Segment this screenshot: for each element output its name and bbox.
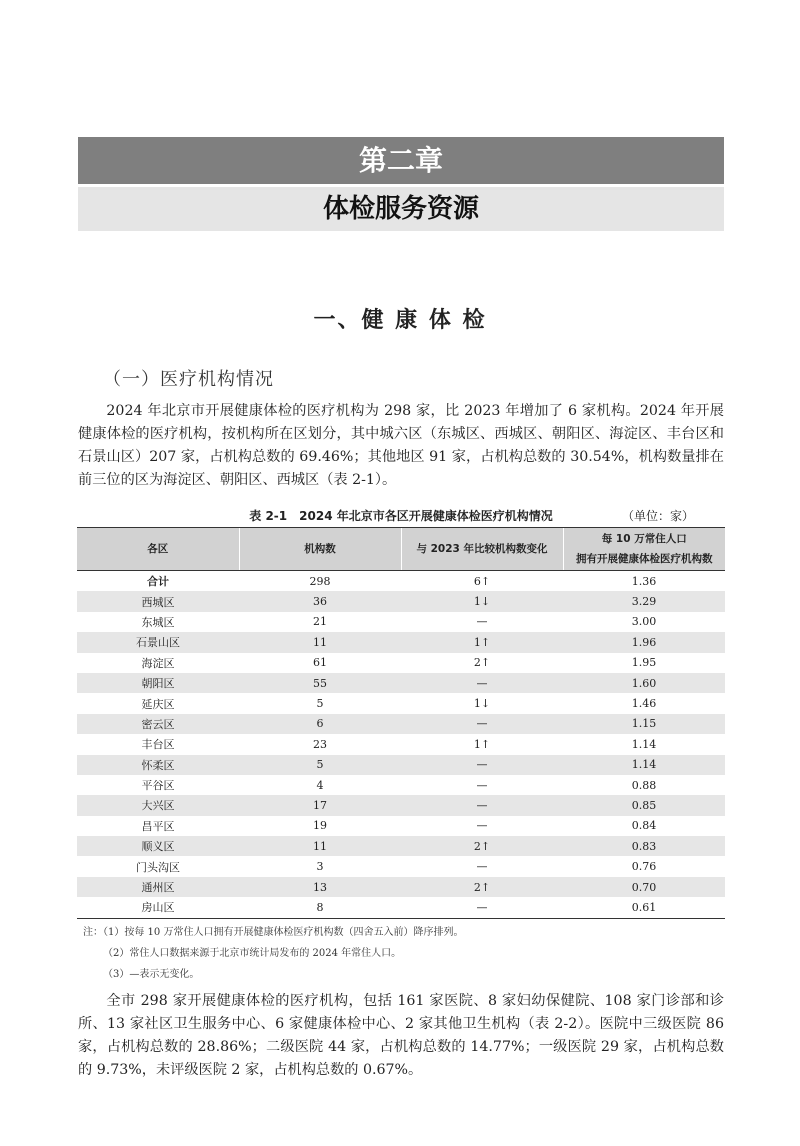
cell-change: — bbox=[476, 676, 488, 690]
cell-count: 23 bbox=[313, 737, 327, 751]
cell-per-capita: 0.83 bbox=[631, 839, 657, 853]
cell-change: 1↑ bbox=[473, 737, 491, 751]
cell-count: 19 bbox=[313, 819, 327, 833]
cell-change: — bbox=[476, 778, 488, 792]
cell-district: 大兴区 bbox=[141, 799, 175, 813]
table-row bbox=[77, 755, 725, 775]
cell-count: 11 bbox=[313, 635, 327, 649]
cell-count: 17 bbox=[313, 798, 327, 812]
cell-change: — bbox=[476, 819, 488, 833]
cell-per-capita: 1.95 bbox=[631, 656, 657, 670]
cell-per-capita: 3.29 bbox=[631, 595, 657, 609]
cell-district: 平谷区 bbox=[141, 779, 175, 793]
table-row bbox=[77, 775, 725, 795]
cell-per-capita: 1.60 bbox=[631, 676, 657, 690]
subsection-title: （一）医疗机构情况 bbox=[103, 369, 274, 390]
table-row bbox=[77, 612, 725, 632]
cell-change: — bbox=[401, 897, 563, 918]
cell-change: 6↑ bbox=[473, 574, 491, 588]
table-row bbox=[77, 591, 725, 611]
header-change: 与 2023 年比较机构数变化 bbox=[401, 528, 563, 571]
cell-per-capita: 0.61 bbox=[563, 897, 725, 918]
paragraph-2: 全市 298 家开展健康体检的医疗机构，包括 161 家医院、8 家妇幼保健院、108 家门诊部和诊所、13 家社区卫生服务中心、6 家健康体检中心、2 家其他卫生机构（表 2-2）。医院中三级医院 86 家，占机构总数的 28.86%；二级医院 44 家，占机构总数的 14.77%；一级医院 29 家，占机构总数的 9.73%，未评级医院 2 家，占机构总数的 0.67%。 bbox=[78, 993, 724, 1078]
cell-per-capita: 0.85 bbox=[631, 798, 657, 812]
cell-change: 2↑ bbox=[473, 880, 491, 894]
cell-per-capita: 0.84 bbox=[631, 819, 657, 833]
cell-change: — bbox=[476, 717, 488, 731]
cell-per-capita: 0.76 bbox=[631, 860, 657, 874]
table-row bbox=[77, 836, 725, 856]
cell-per-capita: 1.14 bbox=[631, 758, 657, 772]
cell-change: — bbox=[476, 798, 488, 812]
cell-count: 5 bbox=[316, 697, 324, 711]
cell-district: 延庆区 bbox=[141, 697, 175, 711]
note-2: （2）常住人口数据来源于北京市统计局发布的 2024 年常住人口。 bbox=[103, 948, 402, 959]
cell-count: 298 bbox=[309, 574, 331, 588]
header-district: 各区 bbox=[77, 528, 239, 571]
cell-per-capita: 1.96 bbox=[631, 635, 657, 649]
section-title: 一、健 康 体 检 bbox=[313, 307, 487, 333]
table-notes bbox=[83, 922, 463, 985]
table-caption bbox=[78, 507, 724, 525]
cell-district: 东城区 bbox=[141, 615, 175, 629]
cell-count: 4 bbox=[316, 778, 324, 792]
table-unit: （单位：家） bbox=[621, 509, 694, 523]
table-row bbox=[77, 856, 725, 876]
table-row bbox=[77, 877, 725, 897]
cell-district: 海淀区 bbox=[141, 656, 175, 670]
cell-district: 房山区 bbox=[77, 897, 239, 918]
table-row bbox=[77, 714, 725, 734]
table-row bbox=[77, 795, 725, 815]
cell-count: 61 bbox=[313, 656, 327, 670]
cell-per-capita: 0.70 bbox=[631, 880, 657, 894]
cell-change: 1↓ bbox=[473, 595, 491, 609]
table-header-row bbox=[77, 528, 725, 571]
cell-per-capita: 1.15 bbox=[631, 717, 657, 731]
cell-per-capita: 1.14 bbox=[631, 737, 657, 751]
cell-change: 1↓ bbox=[473, 697, 491, 711]
district-table bbox=[77, 527, 725, 919]
cell-change: 2↑ bbox=[473, 839, 491, 853]
cell-district: 密云区 bbox=[141, 717, 175, 731]
cell-change: 2↑ bbox=[473, 656, 491, 670]
cell-district: 门头沟区 bbox=[136, 860, 180, 874]
cell-change: — bbox=[476, 860, 488, 874]
cell-count: 13 bbox=[313, 880, 327, 894]
table-title: 表 2-1 2024 年北京市各区开展健康体检医疗机构情况 bbox=[249, 509, 553, 523]
table-row bbox=[77, 816, 725, 836]
cell-per-capita: 3.00 bbox=[631, 615, 657, 629]
cell-change: — bbox=[476, 758, 488, 772]
chapter-number: 第二章 bbox=[78, 137, 724, 184]
table-row bbox=[77, 571, 725, 592]
table-row bbox=[77, 673, 725, 693]
table-row bbox=[77, 653, 725, 673]
chapter-title: 体检服务资源 bbox=[78, 187, 724, 231]
cell-district: 丰台区 bbox=[141, 738, 175, 752]
cell-change: 1↑ bbox=[473, 635, 491, 649]
cell-count: 36 bbox=[313, 595, 327, 609]
cell-district: 合计 bbox=[147, 575, 169, 589]
cell-per-capita: 1.46 bbox=[631, 697, 657, 711]
table-row bbox=[77, 632, 725, 652]
header-per-capita-line1: 每 10 万常住人口 bbox=[601, 533, 687, 545]
cell-change: — bbox=[476, 615, 488, 629]
cell-count: 55 bbox=[313, 676, 327, 690]
cell-district: 顺义区 bbox=[141, 840, 175, 854]
cell-district: 西城区 bbox=[141, 595, 175, 609]
note-1: 注：（1）按每 10 万常住人口拥有开展健康体检医疗机构数（四舍五入前）降序排列。 bbox=[83, 927, 464, 938]
cell-district: 通州区 bbox=[141, 881, 175, 895]
cell-count: 21 bbox=[313, 615, 327, 629]
note-3: （3）—表示无变化。 bbox=[103, 969, 200, 980]
cell-per-capita: 0.88 bbox=[631, 778, 657, 792]
cell-district: 怀柔区 bbox=[141, 758, 175, 772]
table-row bbox=[77, 734, 725, 754]
cell-district: 昌平区 bbox=[141, 819, 175, 833]
cell-count: 8 bbox=[239, 897, 401, 918]
header-per-capita-line2: 拥有开展健康体检医疗机构数 bbox=[576, 553, 713, 565]
header-count: 机构数 bbox=[239, 528, 401, 571]
table-row bbox=[77, 693, 725, 713]
cell-count: 5 bbox=[316, 758, 324, 772]
header-per-capita bbox=[563, 528, 725, 571]
table-row bbox=[77, 897, 725, 918]
cell-count: 6 bbox=[316, 717, 324, 731]
cell-district: 朝阳区 bbox=[141, 677, 175, 691]
cell-per-capita: 1.36 bbox=[631, 574, 657, 588]
cell-count: 3 bbox=[316, 860, 324, 874]
cell-district: 石景山区 bbox=[136, 636, 180, 650]
paragraph-1: 2024 年北京市开展健康体检的医疗机构为 298 家，比 2023 年增加了 6 家机构。2024 年开展健康体检的医疗机构，按机构所在区划分，其中城六区（东城区、西城区、朝阳区、海淀区、丰台区和石景山区）207 家，占机构总数的 69.46%；其他地区 91 家，占机构总数的 30.54%，机构数量排在前三位的区为海淀区、朝阳区、西城区（表 2-1）。 bbox=[78, 403, 724, 488]
cell-count: 11 bbox=[313, 839, 327, 853]
